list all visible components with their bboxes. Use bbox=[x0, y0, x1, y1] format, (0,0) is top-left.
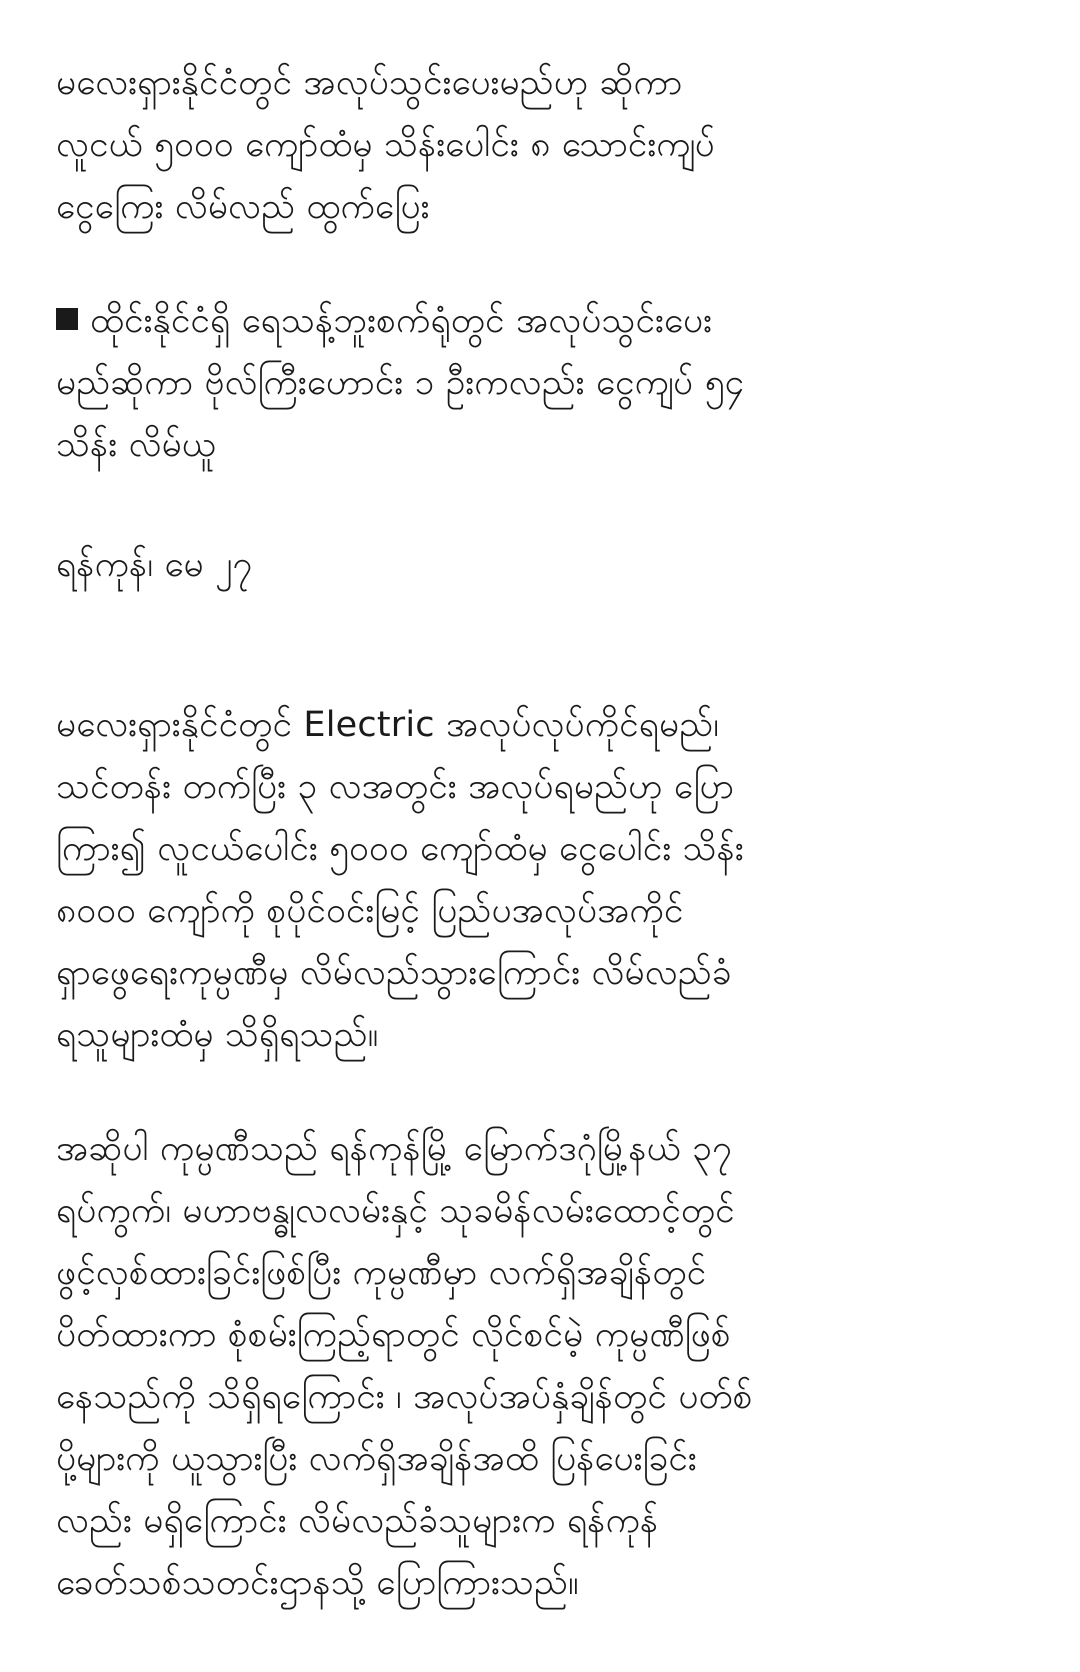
body-line: ရှာဖွေရေးကုမ္ပဏီမှ လိမ်လည်သွားကြောင်း လိမ်လည်ခံ bbox=[56, 953, 732, 993]
sub-headline-line: မည်ဆိုကာ ဗိုလ်ကြီးဟောင်း ၁ ဦးကလည်း ငွေကျပ် ၅၄ bbox=[56, 363, 745, 403]
body-line: သင်တန်း တက်ပြီး ၃ လအတွင်း အလုပ်ရမည်ဟု ပြော bbox=[56, 767, 735, 807]
sub-headline-line bbox=[56, 290, 1024, 352]
body-line: မလေးရှားနိုင်ငံတွင် Electric အလုပ်လုပ်ကိုင်ရမည်၊ bbox=[56, 705, 720, 745]
body-line: ခေတ်သစ်သတင်းဌာနသို့ ပြောကြားသည်။ bbox=[56, 1563, 579, 1603]
body-line: ရပ်ကွက်၊ မဟာဗန္ဓုလလမ်းနှင့် သုခမိန်လမ်းထောင့်တွင် bbox=[56, 1191, 735, 1231]
headline-line: လူငယ် ၅၀၀၀ ကျော်ထံမှ သိန်းပေါင်း ၈ သောင်းကျပ် bbox=[56, 125, 716, 165]
square-bullet-icon bbox=[56, 308, 78, 330]
headline-line: မလေးရှားနိုင်ငံတွင် အလုပ်သွင်းပေးမည်ဟု ဆိုကာ bbox=[56, 63, 683, 103]
body-paragraph-1 bbox=[56, 694, 1024, 1066]
body-line: ပိတ်ထားကာ စုံစမ်းကြည့်ရာတွင် လိုင်စင်မဲ့ ကုမ္ပဏီဖြစ် bbox=[56, 1315, 731, 1355]
body-line: ဖွင့်လှစ်ထားခြင်းဖြစ်ပြီး ကုမ္ပဏီမှာ လက်ရှိအချိန်တွင် bbox=[56, 1253, 707, 1293]
body-line: ပို့များကို ယူသွားပြီး လက်ရှိအချိန်အထိ ပြန်ပေးခြင်း bbox=[56, 1439, 697, 1479]
dateline: ရန်ကုန်၊ မေ ၂၇ bbox=[56, 545, 253, 585]
headline-line: ငွေကြေး လိမ်လည် ထွက်ပြေး bbox=[56, 187, 430, 227]
body-line: ၈၀၀၀ ကျော်ကို စုပိုင်ဝင်းမြင့် ပြည်ပအလုပ်အကိုင် bbox=[56, 891, 684, 931]
body-line: အဆိုပါ ကုမ္ပဏီသည် ရန်ကုန်မြို့ မြောက်ဒဂုံမြို့နယ် ၃၇ bbox=[56, 1129, 732, 1169]
sub-headline-line: သိန်း လိမ်ယူ bbox=[56, 425, 216, 465]
body-line: လည်း မရှိကြောင်း လိမ်လည်ခံသူများက ရန်ကုန် bbox=[56, 1501, 659, 1541]
body-paragraph-2 bbox=[56, 1118, 1024, 1614]
sub-headline bbox=[56, 290, 1024, 476]
sub-headline-text: ထိုင်းနိုင်ငံရှိ ရေသန့်ဘူးစက်ရုံတွင် အလုပ်သွင်းပေး bbox=[90, 301, 713, 341]
body-line: ရသူများထံမှ သိရှိရသည်။ bbox=[56, 1015, 379, 1055]
headline bbox=[56, 52, 1024, 238]
body-line: နေသည်ကို သိရှိရကြောင်း ၊ အလုပ်အပ်နှံချိန်တွင် ပတ်စ် bbox=[56, 1377, 753, 1417]
body-line: ကြား၍ လူငယ်ပေါင်း ၅၀၀၀ ကျော်ထံမှ ငွေပေါင်း သိန်း bbox=[56, 829, 744, 869]
